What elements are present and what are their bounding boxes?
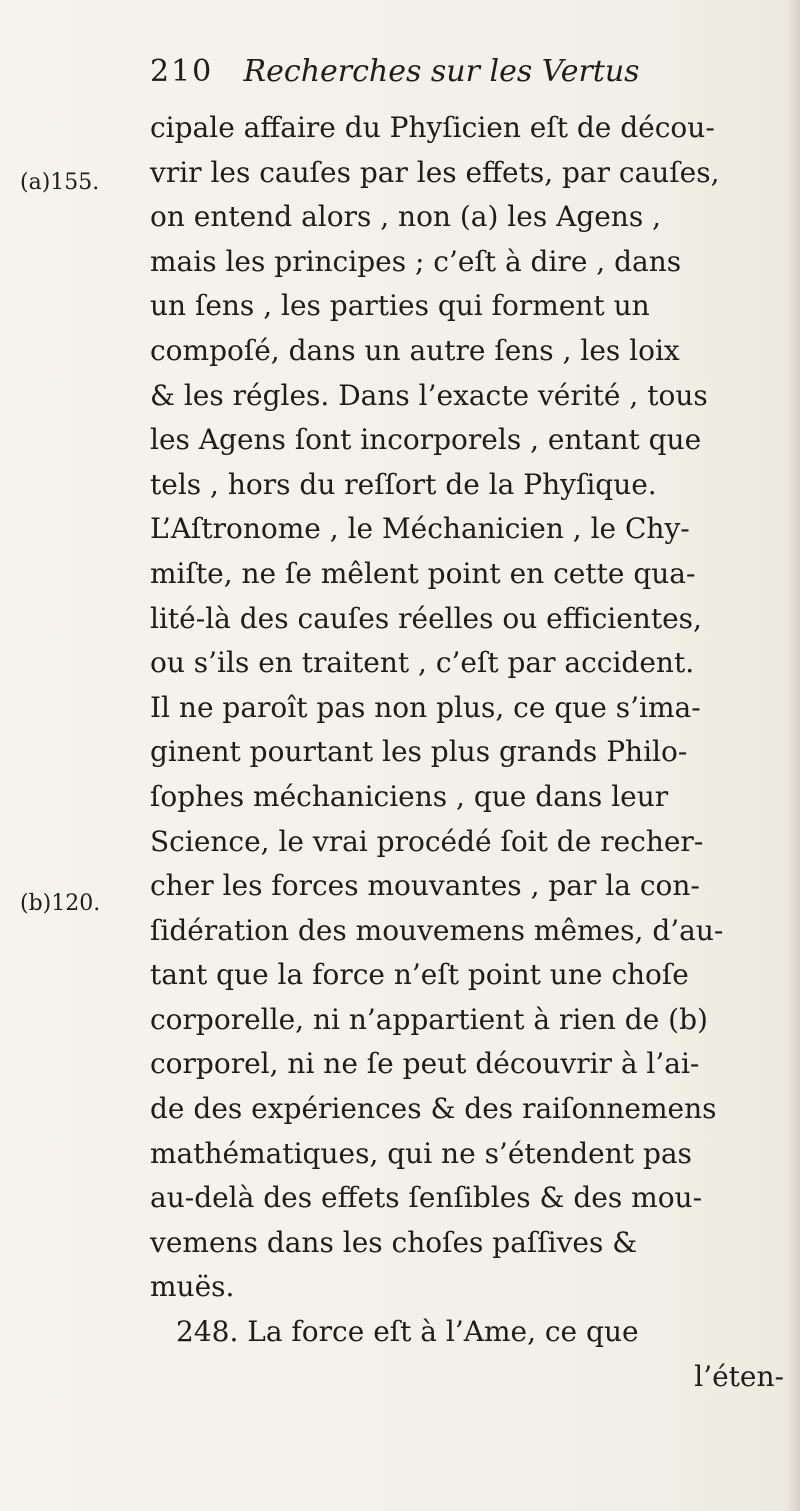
text-line: & les régles. Dans l’exacte vérité , tous — [150, 378, 708, 412]
text-line: L’Aſtronome , le Méchanicien , le Chy- — [150, 512, 690, 546]
text-line: Il ne paroît pas non plus, ce que s’ima- — [150, 690, 701, 724]
body-text — [150, 106, 790, 1399]
text-line: on entend alors , non (a) les Agens , — [150, 200, 662, 234]
running-title: Recherches sur les Vertus — [243, 54, 640, 89]
paragraph-248-start: 248. La force eſt à l’Ame, ce que — [176, 1315, 639, 1349]
text-line: corporelle, ni n’appartient à rien de (b) — [150, 1002, 708, 1036]
text-line: cher les forces mouvantes , par la con- — [150, 869, 700, 903]
text-line: corporel, ni ne ſe peut découvrir à l’ai- — [150, 1047, 700, 1081]
page-number: 210 — [150, 54, 214, 89]
text-line: de des expériences & des raiſonnemens — [150, 1092, 717, 1126]
text-line: lité-là des cauſes réelles ou efficientes, — [150, 601, 702, 635]
text-line: compoſé, dans un autre ſens , les loix — [150, 333, 680, 367]
text-line: Science, le vrai procédé ſoit de recher- — [150, 824, 704, 858]
text-line: miſte, ne ſe mêlent point en cette qua- — [150, 556, 696, 590]
text-line: ou s’ils en traitent , c’eſt par accident. — [150, 646, 695, 680]
text-line: ſidération des mouvemens mêmes, d’au- — [150, 913, 724, 947]
text-line: vemens dans les choſes paſſives & — [150, 1225, 638, 1259]
text-line: vrir les cauſes par les effets, par cauſes, — [150, 155, 720, 189]
text-line: mais les principes ; c’eſt à dire , dans — [150, 244, 682, 278]
text-line: au-delà des effets ſenſibles & des mou- — [150, 1181, 703, 1215]
text-line: un ſens , les parties qui forment un — [150, 289, 650, 323]
text-line: mathématiques, qui ne s’étendent pas — [150, 1136, 692, 1170]
text-line: ginent pourtant les plus grands Philo- — [150, 735, 688, 769]
margin-note-a: (a)155. — [20, 170, 100, 195]
running-head — [150, 52, 640, 92]
catchword-line: l’éten- — [694, 1359, 784, 1393]
text-line: tant que la force n’eſt point une choſe — [150, 958, 689, 992]
text-line: cipale affaire du Phyſicien eſt de décou- — [150, 111, 715, 144]
text-line: les Agens ſont incorporels , entant que — [150, 423, 702, 457]
paragraph-end-line: muës. — [150, 1270, 235, 1304]
text-line: ſophes méchaniciens , que dans leur — [150, 779, 669, 813]
text-line: tels , hors du reſſort de la Phyſique. — [150, 467, 657, 501]
margin-note-b: (b)120. — [20, 891, 101, 916]
